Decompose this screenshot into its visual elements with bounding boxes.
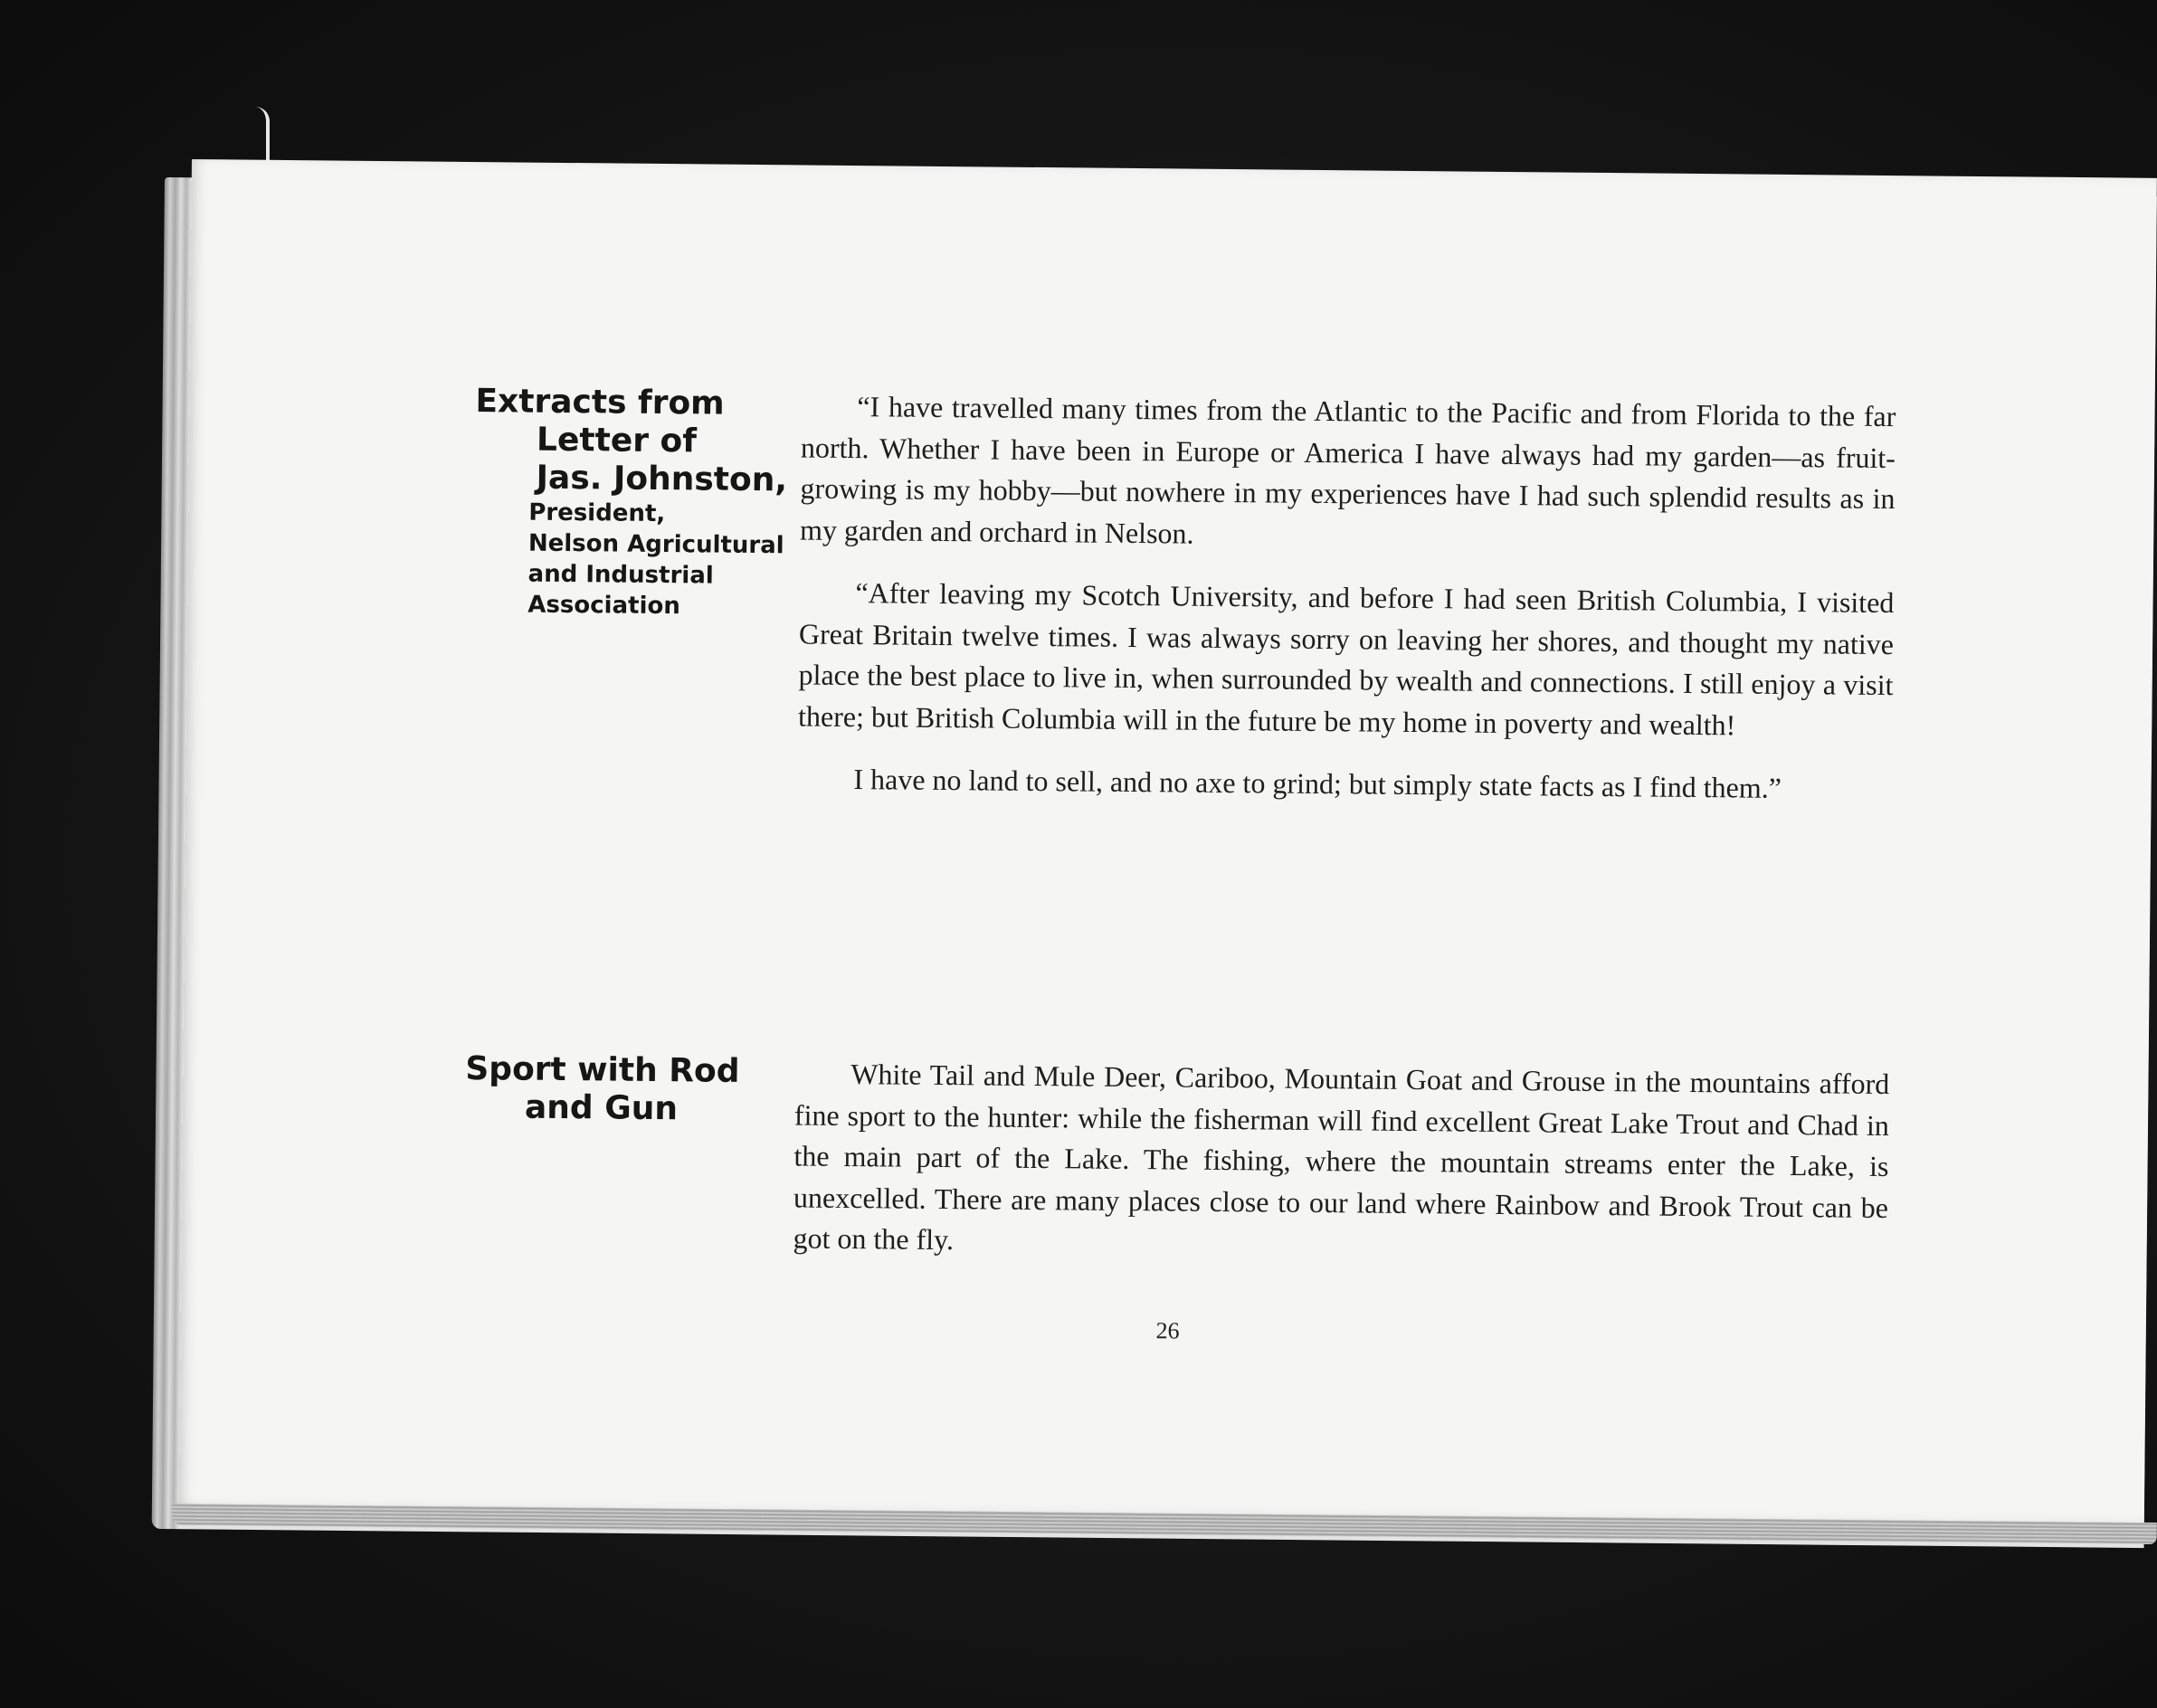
author-organization: Association: [527, 591, 680, 621]
author-organization: and Industrial: [527, 560, 714, 590]
page-number: 26: [1155, 1317, 1180, 1344]
sport-text: [793, 1053, 1889, 1291]
section-heading-extracts: [473, 383, 788, 622]
heading-line: Extracts from: [475, 383, 725, 422]
heading-line: Jas. Johnston,: [536, 459, 788, 499]
book-page: [179, 159, 2157, 1523]
heading-line: Sport with Rod: [465, 1049, 740, 1090]
section-heading-sport: [465, 1050, 740, 1129]
paragraph: I have no land to sell, and no axe to grind; but simply state facts as I find them.”: [853, 763, 1782, 804]
paragraph: “I have travelled many times from the Atlantic to the Pacific and from Florida to the far north. Whether I have been in Europe or America I have always had my garden—as fruit-growing is my hobby—but nowhere in my experiences have I had such splendid results as in my garden and orchard in Nelson.: [799, 390, 1896, 550]
paragraph: “After leaving my Scotch University, and before I had seen British Columbia, I visited Great Britain twelve times. I was always sorry on leaving her shores, and thought my native place the best place to live in, when surrounded by wealth and connections. I still enjoy a visit there; but British Columbia will in the future be my home in poverty and wealth!: [797, 576, 1895, 741]
letter-extract-text: [797, 385, 1896, 831]
author-organization: Nelson Agricultural: [527, 529, 784, 560]
author-role: President,: [528, 498, 666, 528]
heading-line: and Gun: [524, 1088, 679, 1128]
heading-line: Letter of: [536, 421, 698, 460]
page-corner-curl: [255, 107, 270, 161]
paragraph: White Tail and Mule Deer, Cariboo, Mountain Goat and Grouse in the mountains afford fine sport to the hunter: while the fisherman will find excellent Great Lake Trout and Chad in the main part of the Lake. The fishing, where the mountain streams enter the Lake, is unexcelled. There are many places close to our land where Rainbow and Brook Trout can be got on the fly.: [793, 1058, 1890, 1257]
